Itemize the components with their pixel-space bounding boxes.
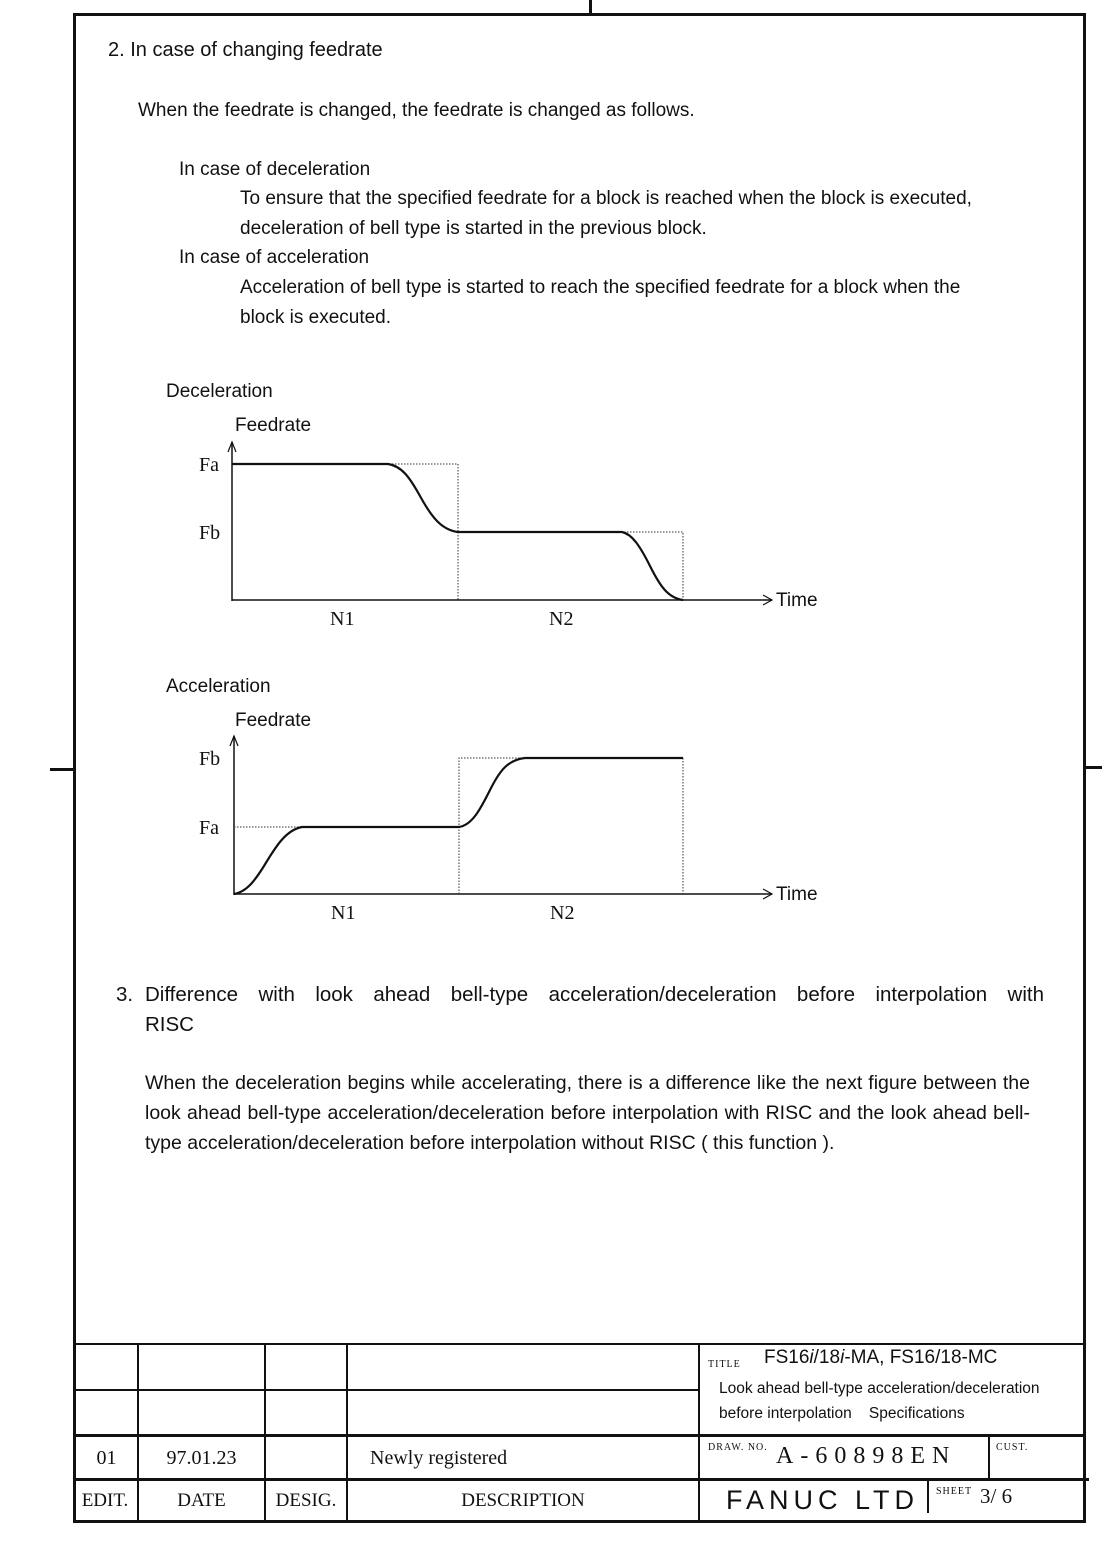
section-2-heading: 2. In case of changing feedrate: [108, 39, 383, 61]
draw-no: A-60898EN: [776, 1443, 957, 1469]
header-desig: DESIG.: [275, 1490, 337, 1511]
sheet-number: 3/ 6: [980, 1484, 1013, 1508]
section-2-intro: When the feedrate is changed, the feedrate is changed as follows.: [138, 100, 695, 121]
case-acceleration-label: In case of acceleration: [179, 247, 370, 268]
section-3-number: 3.: [116, 983, 134, 1006]
rev-row-3-date: 97.01.23: [166, 1446, 237, 1469]
case-deceleration-line-2: deceleration of bell type is started in the previous block.: [240, 218, 707, 239]
title-main: FS16i/18i-MA, FS16/18-MC: [764, 1347, 998, 1368]
draw-no-label: DRAW. NO.: [708, 1442, 768, 1453]
company-name: FANUC LTD: [726, 1485, 920, 1515]
cust-label: CUST.: [996, 1442, 1029, 1453]
rev-row-3-description: Newly registered: [370, 1446, 508, 1469]
title-block: [76, 1343, 1089, 1523]
header-date: DATE: [177, 1490, 226, 1511]
case-deceleration-line-1: To ensure that the specified feedrate for a block is reached when the block is executed,: [240, 188, 972, 209]
accel-chart-ylabel: Feedrate: [235, 710, 312, 731]
decel-ytick-fa: Fa: [199, 454, 219, 476]
section-3-heading-line-2: RISC: [145, 1013, 194, 1036]
accel-ytick-fa: Fa: [199, 817, 219, 839]
decel-chart-title: Deceleration: [166, 381, 273, 402]
sheet-label: SHEET: [936, 1486, 973, 1497]
section-3-body: When the deceleration begins while accelerating, there is a difference like the next figure between the look ahead bell-type acceleration/deceleration before interpolation with RISC and the look ahead bell-type acceleration/deceleration before interpolation without RISC ( this function ).: [145, 1072, 1030, 1154]
accel-xlabel: Time: [776, 884, 818, 905]
case-acceleration-line-1: Acceleration of bell type is started to reach the specified feedrate for a block when the: [240, 277, 961, 298]
case-acceleration-line-2: block is executed.: [240, 307, 392, 328]
section-3-heading-line-1: Difference with look ahead bell-type acceleration/deceleration before interpolation with: [145, 983, 1044, 1006]
accel-ytick-fb: Fb: [199, 748, 221, 770]
header-edit: EDIT.: [81, 1490, 129, 1511]
title-sub-2: before interpolation Specifications: [719, 1405, 965, 1422]
title-sub-1: Look ahead bell-type acceleration/deceleration: [719, 1380, 1040, 1397]
decel-block-n2: N2: [549, 608, 574, 630]
rev-row-3-edit: 01: [96, 1446, 117, 1469]
header-description: DESCRIPTION: [461, 1490, 585, 1511]
decel-xlabel: Time: [776, 590, 818, 611]
accel-block-n1: N1: [331, 902, 356, 924]
decel-ytick-fb: Fb: [199, 522, 221, 544]
accel-chart-title: Acceleration: [166, 676, 271, 697]
accel-block-n2: N2: [550, 902, 575, 924]
case-deceleration-label: In case of deceleration: [179, 159, 371, 180]
decel-block-n1: N1: [330, 608, 355, 630]
rev-row-3-desig: [266, 1437, 346, 1479]
title-label: TITLE: [708, 1359, 741, 1370]
decel-chart-ylabel: Feedrate: [235, 415, 312, 436]
